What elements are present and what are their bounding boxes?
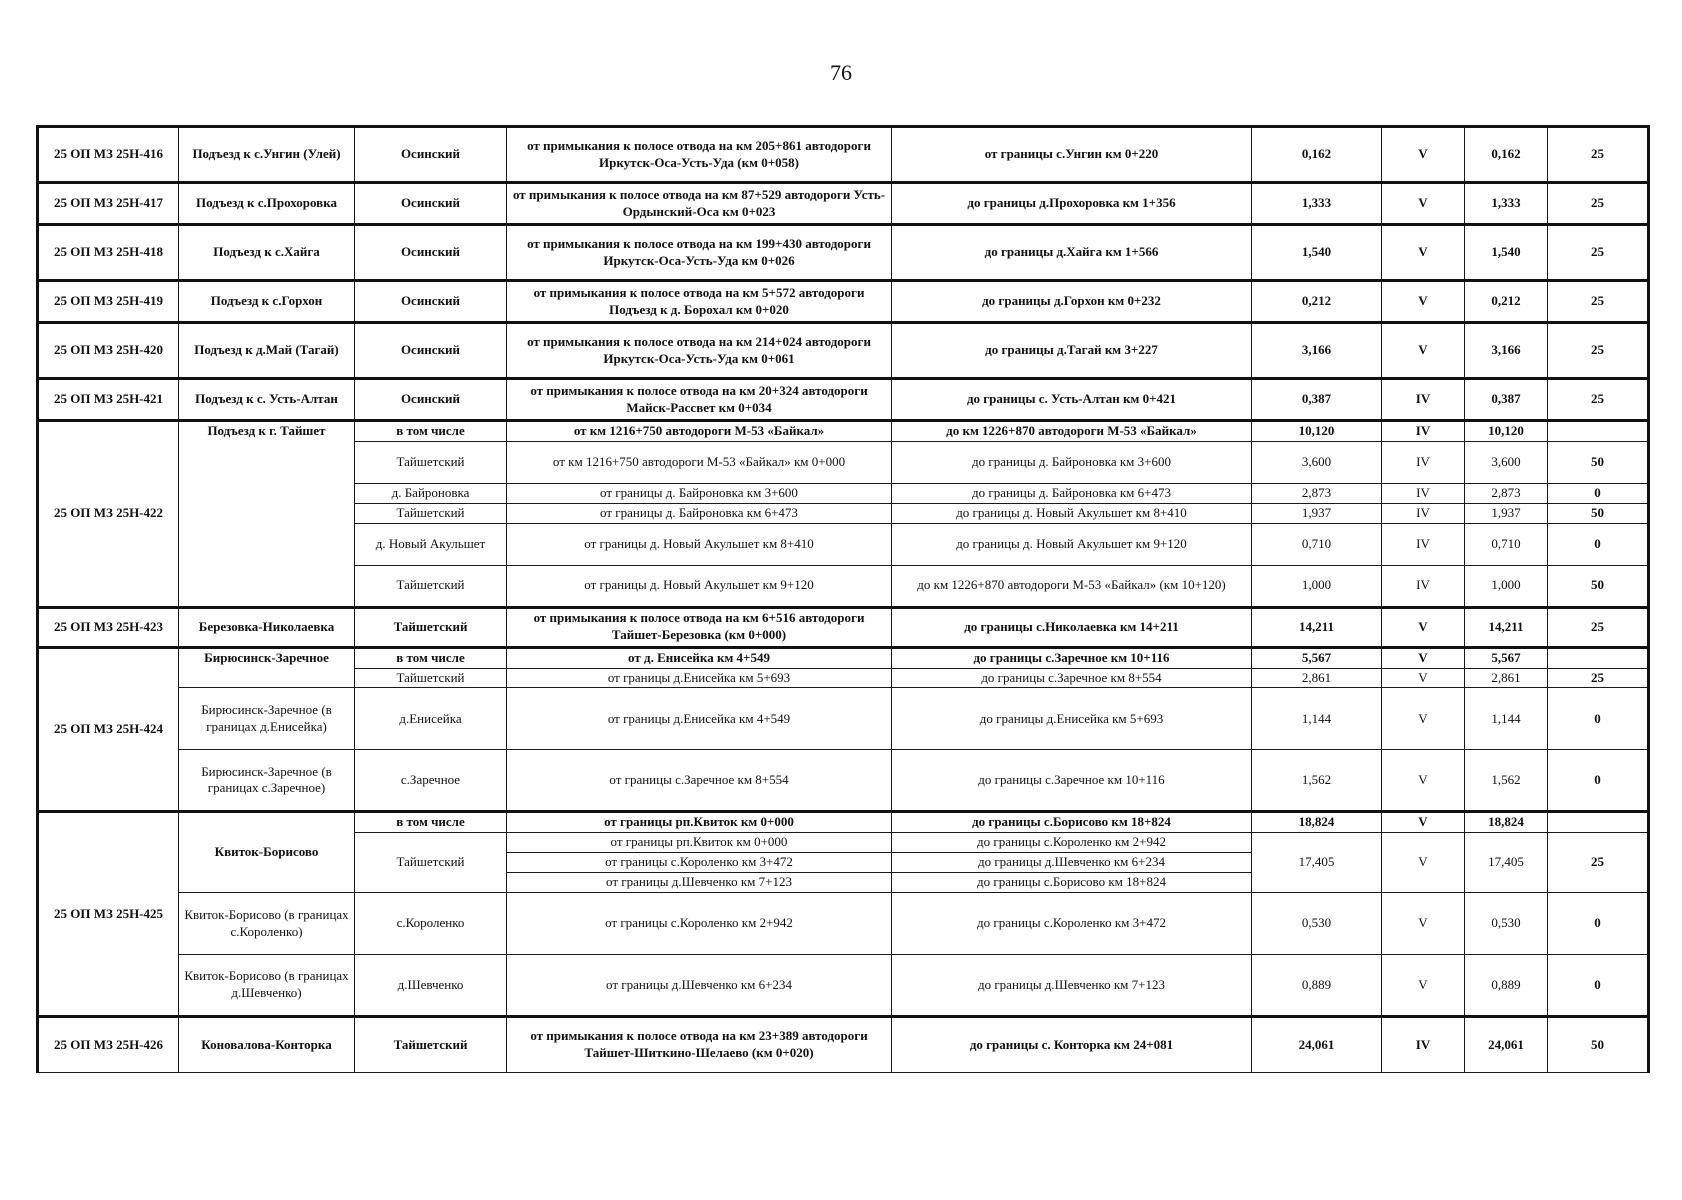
length-total: 0,212: [1465, 281, 1548, 323]
length-km: 1,144: [1252, 688, 1382, 750]
road-id: 25 ОП МЗ 25Н-417: [38, 183, 179, 225]
length-km: 24,061: [1252, 1017, 1382, 1073]
length-km: 3,600: [1252, 441, 1382, 483]
section-end: до границы д.Горхон км 0+232: [892, 281, 1252, 323]
section-start: от границы с.Заречное км 8+554: [507, 750, 892, 812]
table-row: [38, 323, 1649, 379]
road-category: IV: [1382, 379, 1465, 421]
road-category: V: [1382, 893, 1465, 955]
district: Осинский: [355, 225, 507, 281]
table-row: [38, 955, 1649, 1017]
section-end: до границы с.Короленко км 3+472: [892, 893, 1252, 955]
length-total: 1,937: [1465, 503, 1548, 523]
section-start: от примыкания к полосе отвода на км 6+516 автодороги Тайшет-Березовка (км 0+000): [507, 607, 892, 647]
section-start: от границы рп.Квиток км 0+000: [507, 833, 892, 853]
section-start: от границы с.Короленко км 2+942: [507, 893, 892, 955]
length-total: 10,120: [1465, 421, 1548, 442]
length-total: 1,562: [1465, 750, 1548, 812]
section-start: от примыкания к полосе отвода на км 214+024 автодороги Иркутск-Оса-Усть-Уда км 0+061: [507, 323, 892, 379]
length-total: 1,333: [1465, 183, 1548, 225]
value: 25: [1548, 668, 1649, 688]
table-row: [38, 647, 1649, 668]
road-category: IV: [1382, 503, 1465, 523]
road-id: 25 ОП МЗ 25Н-419: [38, 281, 179, 323]
road-category: IV: [1382, 1017, 1465, 1073]
road-id: 25 ОП МЗ 25Н-421: [38, 379, 179, 421]
value: [1548, 647, 1649, 668]
section-start: от примыкания к полосе отвода на км 5+572 автодороги Подъезд к д. Борохал км 0+020: [507, 281, 892, 323]
district: Осинский: [355, 281, 507, 323]
section-end: до границы д.Енисейка км 5+693: [892, 688, 1252, 750]
section-start: от примыкания к полосе отвода на км 87+529 автодороги Усть-Ордынский-Оса км 0+023: [507, 183, 892, 225]
road-category: IV: [1382, 565, 1465, 607]
road-name: Подъезд к г. Тайшет: [179, 421, 355, 608]
road-id: 25 ОП МЗ 25Н-426: [38, 1017, 179, 1073]
value: 25: [1548, 183, 1649, 225]
section-start: от км 1216+750 автодороги М-53 «Байкал» км 0+000: [507, 441, 892, 483]
road-id: 25 ОП МЗ 25Н-425: [38, 812, 179, 1017]
length-km: 10,120: [1252, 421, 1382, 442]
length-total: 3,166: [1465, 323, 1548, 379]
value: [1548, 812, 1649, 833]
length-km: 0,889: [1252, 955, 1382, 1017]
table-row: [38, 225, 1649, 281]
district: в том числе: [355, 647, 507, 668]
length-total: 1,000: [1465, 565, 1548, 607]
length-total: 18,824: [1465, 812, 1548, 833]
roads-table: [36, 125, 1650, 1073]
length-total: 0,889: [1465, 955, 1548, 1017]
value: 25: [1548, 607, 1649, 647]
district: д.Шевченко: [355, 955, 507, 1017]
length-km: 1,562: [1252, 750, 1382, 812]
section-end: до границы д.Шевченко км 6+234: [892, 853, 1252, 873]
length-km: 17,405: [1252, 833, 1382, 893]
length-total: 2,873: [1465, 483, 1548, 503]
district: д.Енисейка: [355, 688, 507, 750]
value: 25: [1548, 323, 1649, 379]
section-end: до границы д. Байроновка км 6+473: [892, 483, 1252, 503]
length-km: 0,530: [1252, 893, 1382, 955]
road-id: 25 ОП МЗ 25Н-416: [38, 127, 179, 183]
section-start: от границы д.Енисейка км 5+693: [507, 668, 892, 688]
value: 25: [1548, 833, 1649, 893]
district: Осинский: [355, 127, 507, 183]
value: 50: [1548, 503, 1649, 523]
section-end: до границы д.Тагай км 3+227: [892, 323, 1252, 379]
section-end: до границы д. Байроновка км 3+600: [892, 441, 1252, 483]
road-name: Квиток-Борисово (в границах д.Шевченко): [179, 955, 355, 1017]
road-category: IV: [1382, 421, 1465, 442]
district: д. Байроновка: [355, 483, 507, 503]
length-total: 24,061: [1465, 1017, 1548, 1073]
road-category: IV: [1382, 483, 1465, 503]
section-start: от границы д.Шевченко км 7+123: [507, 873, 892, 893]
length-km: 2,861: [1252, 668, 1382, 688]
road-id: 25 ОП МЗ 25Н-418: [38, 225, 179, 281]
section-start: от примыкания к полосе отвода на км 199+430 автодороги Иркутск-Оса-Усть-Уда км 0+026: [507, 225, 892, 281]
road-category: V: [1382, 225, 1465, 281]
section-start: от границы д. Байроновка км 6+473: [507, 503, 892, 523]
table-row: [38, 127, 1649, 183]
section-start: от примыкания к полосе отвода на км 23+389 автодороги Тайшет-Шиткино-Шелаево (км 0+020): [507, 1017, 892, 1073]
length-km: 5,567: [1252, 647, 1382, 668]
length-total: 0,710: [1465, 523, 1548, 565]
section-end: до границы с. Конторка км 24+081: [892, 1017, 1252, 1073]
length-km: 1,333: [1252, 183, 1382, 225]
district: Тайшетский: [355, 503, 507, 523]
value: 25: [1548, 281, 1649, 323]
road-category: IV: [1382, 523, 1465, 565]
road-category: V: [1382, 323, 1465, 379]
length-total: 0,530: [1465, 893, 1548, 955]
district: Тайшетский: [355, 1017, 507, 1073]
section-end: до км 1226+870 автодороги М-53 «Байкал» (км 10+120): [892, 565, 1252, 607]
length-km: 14,211: [1252, 607, 1382, 647]
road-name: Березовка-Николаевка: [179, 607, 355, 647]
value: 25: [1548, 127, 1649, 183]
road-category: V: [1382, 812, 1465, 833]
section-start: от примыкания к полосе отвода на км 205+861 автодороги Иркутск-Оса-Усть-Уда (км 0+058): [507, 127, 892, 183]
section-end: до границы д. Новый Акульшет км 9+120: [892, 523, 1252, 565]
section-end: от границы с.Унгин км 0+220: [892, 127, 1252, 183]
district: с.Заречное: [355, 750, 507, 812]
district: Осинский: [355, 183, 507, 225]
table-row: [38, 1017, 1649, 1073]
table-row: [38, 893, 1649, 955]
table-row: [38, 607, 1649, 647]
length-total: 0,387: [1465, 379, 1548, 421]
length-km: 1,540: [1252, 225, 1382, 281]
length-km: 0,212: [1252, 281, 1382, 323]
district: Осинский: [355, 323, 507, 379]
road-category: V: [1382, 127, 1465, 183]
section-end: до км 1226+870 автодороги М-53 «Байкал»: [892, 421, 1252, 442]
district: Тайшетский: [355, 607, 507, 647]
section-end: до границы с.Борисово км 18+824: [892, 873, 1252, 893]
district: Осинский: [355, 379, 507, 421]
district: в том числе: [355, 812, 507, 833]
section-start: от границы д. Новый Акульшет км 8+410: [507, 523, 892, 565]
value: 50: [1548, 565, 1649, 607]
value: 50: [1548, 1017, 1649, 1073]
road-id: 25 ОП МЗ 25Н-423: [38, 607, 179, 647]
section-start: от границы д. Новый Акульшет км 9+120: [507, 565, 892, 607]
length-km: 18,824: [1252, 812, 1382, 833]
table-row: [38, 379, 1649, 421]
table-row: [38, 688, 1649, 750]
section-end: до границы д. Новый Акульшет км 8+410: [892, 503, 1252, 523]
road-id: 25 ОП МЗ 25Н-424: [38, 647, 179, 812]
section-start: от границы с.Короленко км 3+472: [507, 853, 892, 873]
road-name: Подъезд к с.Прохоровка: [179, 183, 355, 225]
section-end: до границы д.Прохоровка км 1+356: [892, 183, 1252, 225]
section-start: от границы д. Байроновка км 3+600: [507, 483, 892, 503]
length-km: 0,387: [1252, 379, 1382, 421]
road-category: V: [1382, 688, 1465, 750]
section-end: до границы с. Усть-Алтан км 0+421: [892, 379, 1252, 421]
table-row: [38, 421, 1649, 442]
section-start: от км 1216+750 автодороги М-53 «Байкал»: [507, 421, 892, 442]
road-name: Подъезд к с.Хайга: [179, 225, 355, 281]
road-category: IV: [1382, 441, 1465, 483]
road-category: V: [1382, 833, 1465, 893]
length-total: 1,144: [1465, 688, 1548, 750]
section-end: до границы с.Заречное км 10+116: [892, 647, 1252, 668]
table-row: [38, 183, 1649, 225]
section-start: от границы рп.Квиток км 0+000: [507, 812, 892, 833]
page-number: 76: [830, 60, 852, 85]
length-total: 14,211: [1465, 607, 1548, 647]
section-start: от д. Енисейка км 4+549: [507, 647, 892, 668]
road-category: V: [1382, 668, 1465, 688]
road-name: Бирюсинск-Заречное (в границах с.Заречное): [179, 750, 355, 812]
length-total: 5,567: [1465, 647, 1548, 668]
district: д. Новый Акульшет: [355, 523, 507, 565]
length-km: 3,166: [1252, 323, 1382, 379]
road-name: Бирюсинск-Заречное: [179, 647, 355, 688]
district: в том числе: [355, 421, 507, 442]
road-category: V: [1382, 281, 1465, 323]
district: с.Короленко: [355, 893, 507, 955]
district: Тайшетский: [355, 833, 507, 893]
road-name: Подъезд к с.Горхон: [179, 281, 355, 323]
road-category: V: [1382, 607, 1465, 647]
value: 0: [1548, 523, 1649, 565]
road-name: Бирюсинск-Заречное (в границах д.Енисейка): [179, 688, 355, 750]
road-category: V: [1382, 183, 1465, 225]
road-category: V: [1382, 750, 1465, 812]
length-total: 0,162: [1465, 127, 1548, 183]
district: Тайшетский: [355, 441, 507, 483]
section-end: до границы с.Борисово км 18+824: [892, 812, 1252, 833]
value: 25: [1548, 225, 1649, 281]
road-name: Подъезд к с.Унгин (Улей): [179, 127, 355, 183]
value: 0: [1548, 688, 1649, 750]
value: 0: [1548, 750, 1649, 812]
length-total: 3,600: [1465, 441, 1548, 483]
length-km: 1,000: [1252, 565, 1382, 607]
value: [1548, 421, 1649, 442]
road-name: Подъезд к д.Май (Тагай): [179, 323, 355, 379]
length-km: 1,937: [1252, 503, 1382, 523]
section-end: до границы с.Николаевка км 14+211: [892, 607, 1252, 647]
length-total: 2,861: [1465, 668, 1548, 688]
section-start: от границы д.Шевченко км 6+234: [507, 955, 892, 1017]
table-row: [38, 812, 1649, 833]
length-km: 0,162: [1252, 127, 1382, 183]
road-id: 25 ОП МЗ 25Н-420: [38, 323, 179, 379]
length-km: 2,873: [1252, 483, 1382, 503]
value: 0: [1548, 483, 1649, 503]
district: Тайшетский: [355, 565, 507, 607]
section-start: от примыкания к полосе отвода на км 20+324 автодороги Майск-Рассвет км 0+034: [507, 379, 892, 421]
table-row: [38, 750, 1649, 812]
section-end: до границы с.Заречное км 8+554: [892, 668, 1252, 688]
section-start: от границы д.Енисейка км 4+549: [507, 688, 892, 750]
value: 25: [1548, 379, 1649, 421]
section-end: до границы д.Шевченко км 7+123: [892, 955, 1252, 1017]
road-name: Коновалова-Конторка: [179, 1017, 355, 1073]
table-row: [38, 281, 1649, 323]
section-end: до границы с.Короленко км 2+942: [892, 833, 1252, 853]
length-total: 17,405: [1465, 833, 1548, 893]
value: 50: [1548, 441, 1649, 483]
road-name: Подъезд к с. Усть-Алтан: [179, 379, 355, 421]
length-total: 1,540: [1465, 225, 1548, 281]
value: 0: [1548, 955, 1649, 1017]
road-category: V: [1382, 955, 1465, 1017]
value: 0: [1548, 893, 1649, 955]
section-end: до границы д.Хайга км 1+566: [892, 225, 1252, 281]
length-km: 0,710: [1252, 523, 1382, 565]
road-name: Квиток-Борисово: [179, 812, 355, 893]
road-id: 25 ОП МЗ 25Н-422: [38, 421, 179, 608]
section-end: до границы с.Заречное км 10+116: [892, 750, 1252, 812]
road-category: V: [1382, 647, 1465, 668]
road-name: Квиток-Борисово (в границах с.Короленко): [179, 893, 355, 955]
district: Тайшетский: [355, 668, 507, 688]
